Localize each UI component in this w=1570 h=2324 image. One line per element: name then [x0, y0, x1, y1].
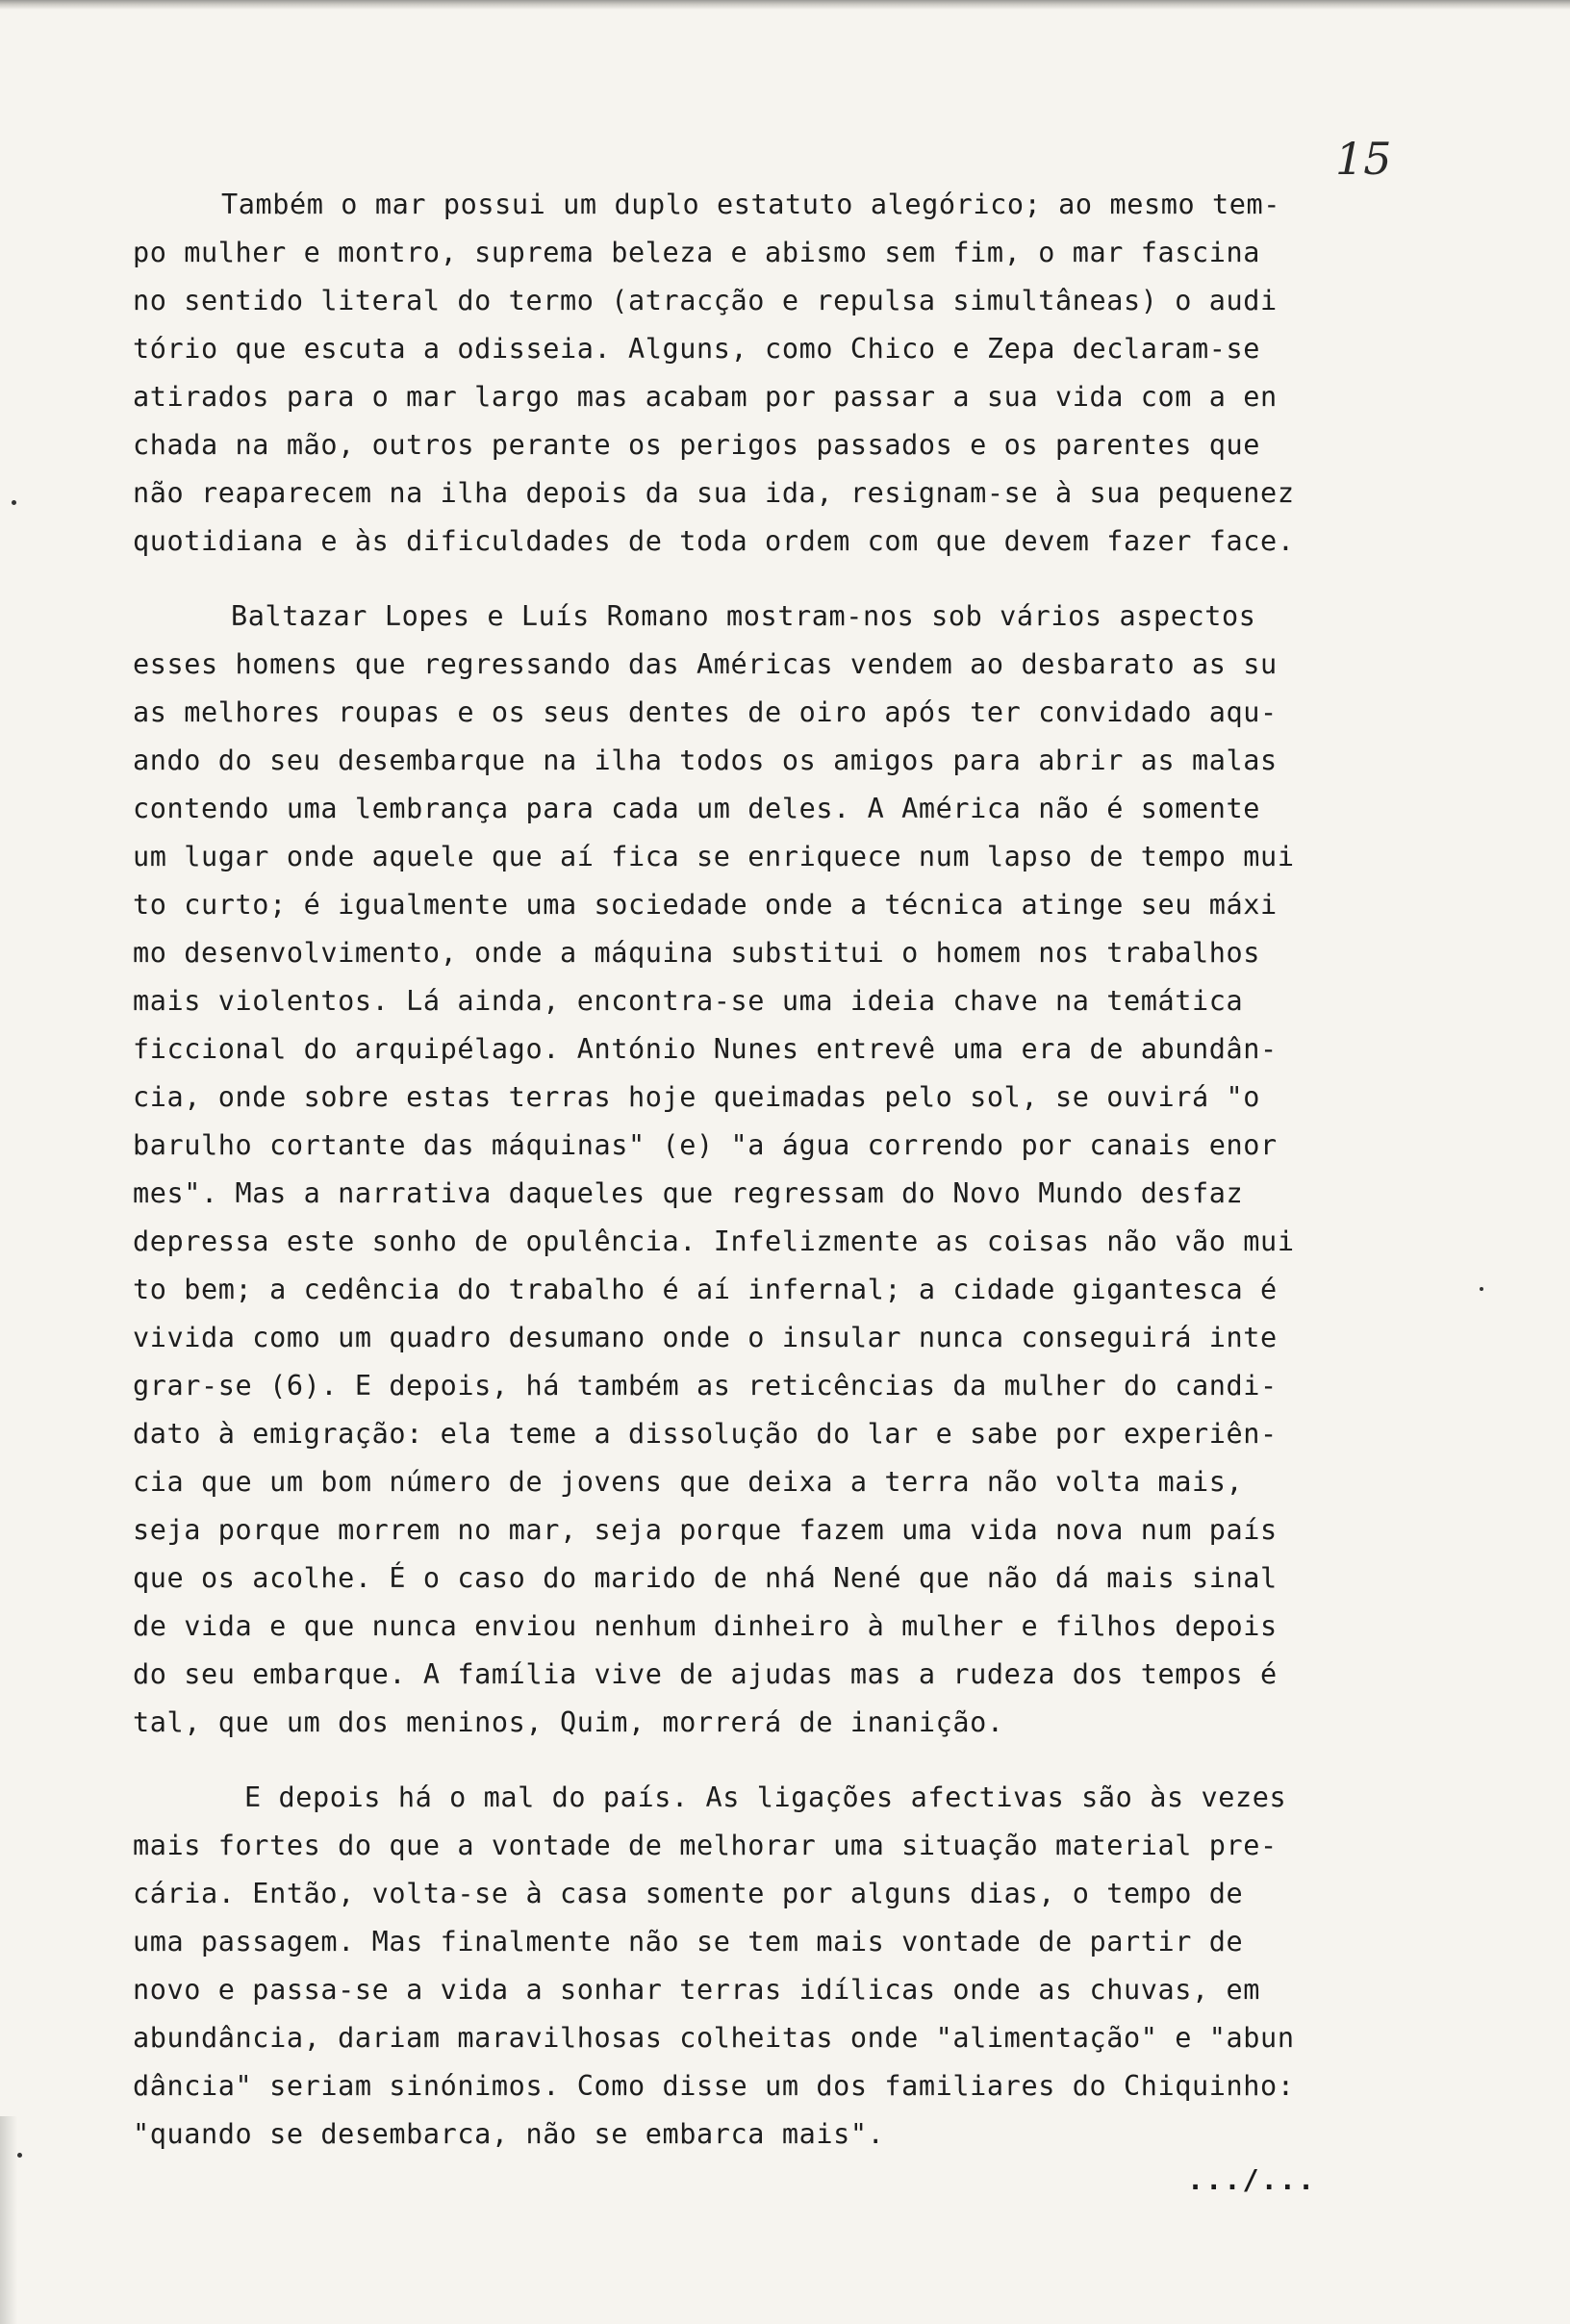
- text-line: de vida e que nunca enviou nenhum dinheiro à mulher e filhos depois: [133, 1610, 1278, 1642]
- continuation-mark: .../...: [1187, 2164, 1317, 2196]
- text-line: tório que escuta a odisseia. Alguns, como Chico e Zepa declaram-se: [133, 333, 1261, 365]
- margin-speck: [12, 500, 16, 505]
- text-line: mo desenvolvimento, onde a máquina substitui o homem nos trabalhos: [133, 937, 1261, 969]
- text-line: cia que um bom número de jovens que deixa a terra não volta mais,: [133, 1466, 1244, 1498]
- text-line: mais fortes do que a vontade de melhorar uma situação material pre-: [133, 1830, 1278, 1861]
- paragraph-gap: [133, 566, 1480, 593]
- text-line: quotidiana e às dificuldades de toda ordem com que devem fazer face.: [133, 525, 1295, 557]
- text-line: do seu embarque. A família vive de ajudas mas a rudeza dos tempos é: [133, 1658, 1278, 1690]
- text-line: "quando se desembarca, não se embarca mais".: [133, 2118, 885, 2150]
- text-line: esses homens que regressando das Américas vendem ao desbarato as su: [133, 648, 1278, 680]
- text-line: não reaparecem na ilha depois da sua ida, resignam-se à sua pequenez: [133, 477, 1295, 509]
- handwritten-page-number: 15: [1335, 133, 1392, 185]
- text-line: no sentido literal do termo (atracção e repulsa simultâneas) o audi: [133, 285, 1278, 316]
- scan-edge-shadow: [0, 0, 1570, 10]
- text-line: po mulher e montro, suprema beleza e abismo sem fim, o mar fascina: [133, 237, 1261, 268]
- text-line: tal, que um dos meninos, Quim, morrerá de inanição.: [133, 1706, 1004, 1738]
- scan-edge-left-shadow: [0, 2116, 17, 2324]
- text-line: depressa este sonho de opulência. Infelizmente as coisas não vão mui: [133, 1225, 1295, 1257]
- text-line: que os acolhe. É o caso do marido de nhá Nené que não dá mais sinal: [133, 1562, 1278, 1594]
- text-line: mes". Mas a narrativa daqueles que regressam do Novo Mundo desfaz: [133, 1177, 1244, 1209]
- text-line: barulho cortante das máquinas" (e) "a água correndo por canais enor: [133, 1129, 1278, 1161]
- text-line: Baltazar Lopes e Luís Romano mostram-nos sob vários aspectos: [231, 600, 1256, 632]
- text-line: cia, onde sobre estas terras hoje queimadas pelo sol, se ouvirá "o: [133, 1081, 1261, 1113]
- paragraph-1: [133, 181, 1480, 566]
- text-line: vivida como um quadro desumano onde o insular nunca conseguirá inte: [133, 1322, 1278, 1353]
- text-line: mais violentos. Lá ainda, encontra-se uma ideia chave na temática: [133, 985, 1244, 1017]
- paragraph-3: [133, 1774, 1480, 2159]
- text-line: dato à emigração: ela teme a dissolução do lar e sabe por experiên-: [133, 1418, 1278, 1450]
- paragraph-2: [133, 593, 1480, 1747]
- text-line: novo e passa-se a vida a sonhar terras idílicas onde as chuvas, em: [133, 1974, 1261, 2006]
- text-line: seja porque morrem no mar, seja porque fazem uma vida nova num país: [133, 1514, 1278, 1546]
- text-line: grar-se (6). E depois, há também as reticências da mulher do candi-: [133, 1370, 1278, 1402]
- text-line: ando do seu desembarque na ilha todos os amigos para abrir as malas: [133, 745, 1278, 776]
- text-line: E depois há o mal do país. As ligações afectivas são às vezes: [244, 1781, 1287, 1813]
- text-line: um lugar onde aquele que aí fica se enriquece num lapso de tempo mui: [133, 841, 1295, 872]
- paragraph-gap: [133, 1747, 1480, 1774]
- body-text: [133, 181, 1480, 2159]
- text-line: to bem; a cedência do trabalho é aí infernal; a cidade gigantesca é: [133, 1274, 1278, 1305]
- text-line: as melhores roupas e os seus dentes de oiro após ter convidado aqu-: [133, 696, 1278, 728]
- text-line: ficcional do arquipélago. António Nunes entrevê uma era de abundân-: [133, 1033, 1278, 1065]
- text-line: cária. Então, volta-se à casa somente por alguns dias, o tempo de: [133, 1878, 1244, 1909]
- margin-speck: [1480, 1287, 1483, 1291]
- text-line: contendo uma lembrança para cada um deles. A América não é somente: [133, 793, 1261, 824]
- text-line: chada na mão, outros perante os perigos passados e os parentes que: [133, 429, 1261, 461]
- text-line: uma passagem. Mas finalmente não se tem mais vontade de partir de: [133, 1926, 1244, 1958]
- text-line: atirados para o mar largo mas acabam por passar a sua vida com a en: [133, 381, 1278, 413]
- text-line: abundância, dariam maravilhosas colheitas onde "alimentação" e "abun: [133, 2022, 1295, 2054]
- margin-speck: [17, 2153, 22, 2158]
- text-line: dância" seriam sinónimos. Como disse um dos familiares do Chiquinho:: [133, 2070, 1295, 2102]
- text-line: Também o mar possui um duplo estatuto alegórico; ao mesmo tem-: [221, 189, 1281, 220]
- text-line: to curto; é igualmente uma sociedade onde a técnica atinge seu máxi: [133, 889, 1278, 921]
